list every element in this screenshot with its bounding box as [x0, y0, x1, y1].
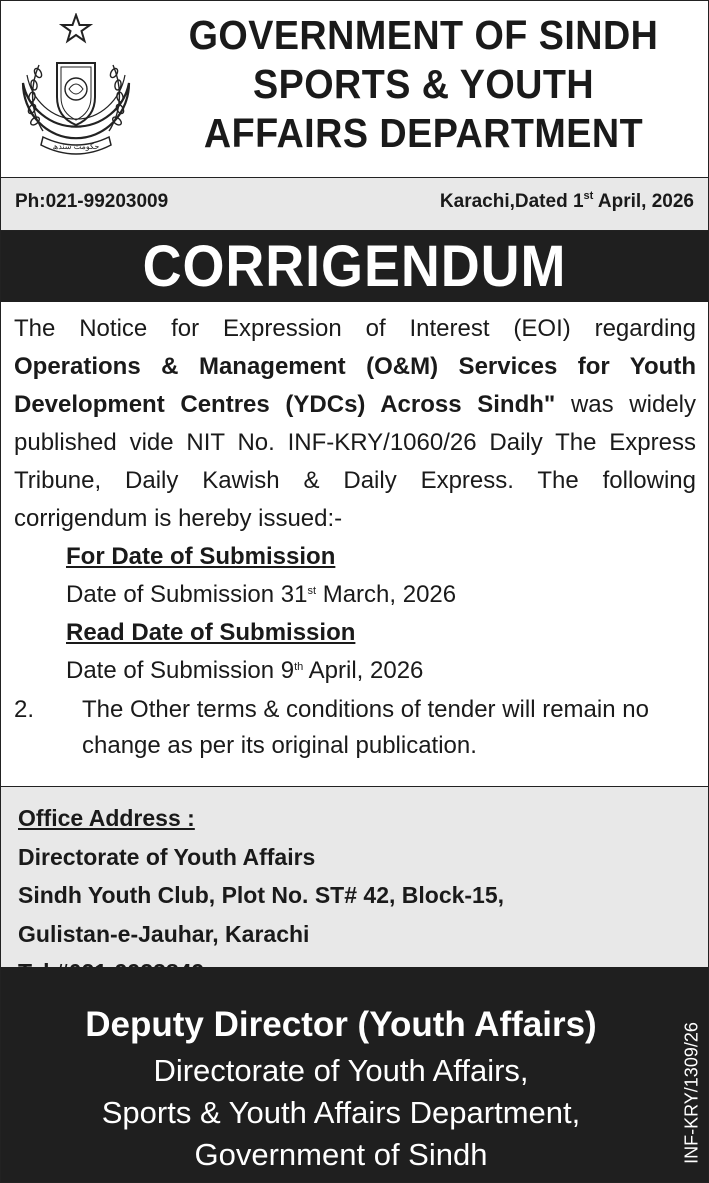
address-line: Gulistan-e-Jauhar, Karachi — [18, 920, 310, 947]
signatory-line: Directorate of Youth Affairs, — [153, 1053, 529, 1088]
clause-2 — [14, 692, 696, 764]
for-date-heading: For Date of Submission — [66, 543, 336, 570]
clause-number: 2. — [14, 696, 35, 723]
intro-paragraph: The Notice for Expression of Interest (EOI) regarding Operations & Management (O&M) Services for Youth Development Centres (YDCs) Across Sindh" was widely published vide NIT No. INF-KRY/1060/26 Daily The Express Tribune, Daily Kawish & Daily Express. The following corrigendum is hereby issued:- — [14, 315, 696, 532]
title-line-2: SPORTS & YOUTH — [252, 61, 595, 107]
address-label: Office Address : — [18, 805, 195, 831]
signatory-line: Government of Sindh — [194, 1137, 488, 1172]
office-address — [1, 786, 708, 968]
clause-text: The Other terms & conditions of tender will remain no change as per its original publication. — [82, 696, 649, 759]
corrigendum-banner — [1, 231, 708, 302]
title-line-3: AFFAIRS DEPARTMENT — [203, 110, 644, 156]
signatory-footer — [1, 967, 708, 1182]
address-line: Directorate of Youth Affairs — [18, 843, 316, 870]
dated-line: Karachi,Dated 1st April, 2026 — [439, 190, 694, 212]
eoi-subject: Operations & Management (O&M) Services for Youth Development Centres (YDCs) Across Sindh" — [14, 353, 696, 418]
info-bar — [1, 178, 708, 231]
corrigendum-title: CORRIGENDUM — [142, 234, 567, 299]
title-line-1: GOVERNMENT OF SINDH — [188, 12, 659, 58]
header — [1, 1, 708, 178]
address-line: Sindh Youth Club, Plot No. ST# 42, Block-15, — [18, 882, 505, 908]
read-date-value: Date of Submission 9th April, 2026 — [66, 657, 424, 684]
signatory-title: Deputy Director (Youth Affairs) — [85, 1005, 597, 1044]
reference-number: INF-KRY/1309/26 — [681, 1022, 702, 1164]
read-date-heading: Read Date of Submission — [66, 619, 356, 646]
department-title — [151, 11, 696, 158]
government-seal-logo — [13, 13, 139, 165]
signatory-line: Sports & Youth Affairs Department, — [101, 1095, 581, 1130]
phone-number: Ph:021-99203009 — [15, 191, 169, 212]
notice-body — [14, 310, 696, 764]
for-date-value: Date of Submission 31st March, 2026 — [66, 581, 457, 608]
svg-text:حکومت سندھ: حکومت سندھ — [52, 142, 100, 151]
